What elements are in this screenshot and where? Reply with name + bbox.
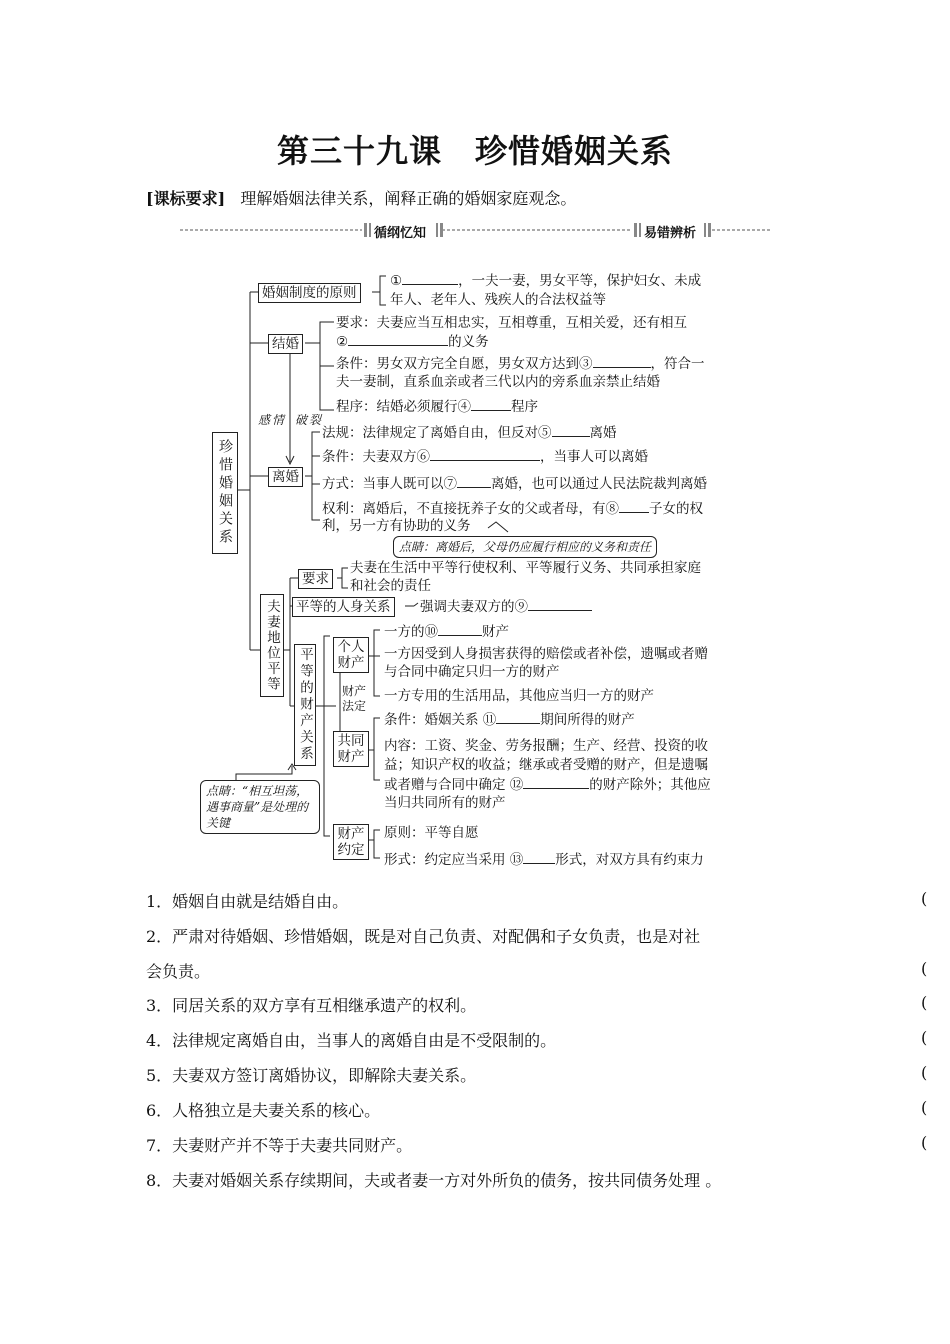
section-label-review: 循纲忆知 <box>374 226 427 241</box>
breakdown-char-2: 情 <box>272 413 285 427</box>
marriage-procedure: 程序：结婚必须履行④ 程序 <box>336 399 538 415</box>
marriage-req-line1: 要求：夫妻应当互相忠实，互相尊重，互相关爱，还有相互 <box>336 315 687 331</box>
question-6: 6．人格独立是夫妻关系的核心。 <box>146 1101 381 1120</box>
answer-paren-4: ( <box>921 1028 928 1047</box>
equality-tip: 点睛：“相互坦荡，遇事商量”是处理的关键 <box>200 780 320 834</box>
section-label-errors: 易错辨析 <box>644 226 697 241</box>
node-joint-property: 共同财产 <box>333 731 369 767</box>
divorce-condition: 条件：夫妻双方⑥ ，当事人可以离婚 <box>322 449 648 465</box>
joint-line4: 当归共同所有的财产 <box>384 795 506 811</box>
answer-paren-5: ( <box>921 1063 928 1082</box>
breakdown-char-3: 破 <box>295 413 308 427</box>
question-2: 2．严肃对待婚姻、珍惜婚姻，既是对自己负责、对配偶和子女负责，也是对社 <box>146 927 701 946</box>
principle-line2: 年人、老年人、残疾人的合法权益等 <box>390 292 606 308</box>
principle-line1: ① ，一夫一妻，男女平等，保护妇女、未成 <box>390 273 702 289</box>
personal-relation-text: 强调夫妻双方的⑨ <box>420 598 592 615</box>
question-7: 7．夫妻财产并不等于夫妻共同财产。 <box>146 1136 413 1155</box>
node-agreed-property: 财产约定 <box>333 824 369 860</box>
individual-line4: 一方专用的生活用品，其他应当归一方的财产 <box>384 688 654 704</box>
answer-paren-6: ( <box>921 1098 928 1117</box>
answer-paren-2: ( <box>921 959 928 978</box>
root-label: 珍惜婚姻关系 <box>217 439 233 547</box>
marriage-req-line2: ② 的义务 <box>336 334 489 350</box>
statutory-property-label: 财产法定 <box>342 684 367 713</box>
breakdown-char-1: 感 <box>258 413 271 427</box>
node-divorce: 离婚 <box>268 467 303 487</box>
node-personal-relation: 平等的人身关系 <box>292 597 395 617</box>
node-individual-property: 个人财产 <box>333 637 369 673</box>
individual-line2: 一方因受到人身损害获得的赔偿或者补偿，遗嘱或者赠 <box>384 646 708 662</box>
answer-paren-3: ( <box>921 993 928 1012</box>
joint-line3: 或者赠与合同中确定 ⑫ 的财产除外；其他应 <box>384 777 711 793</box>
answer-paren-1: ( <box>921 889 928 908</box>
joint-line1: 内容：工资、奖金、劳务报酬；生产、经营、投资的收 <box>384 738 708 754</box>
equality-label: 夫妻地位平等 <box>264 599 280 692</box>
requirement-text: 理解婚姻法律关系，阐释正确的婚姻家庭观念。 <box>240 189 577 208</box>
answer-paren-7: ( <box>921 1133 928 1152</box>
page-title: 第三十九课 珍惜婚姻关系 <box>276 132 673 170</box>
property-relation-label: 平等的财产关系 <box>297 647 313 763</box>
divorce-tip: 点睛：离婚后，父母仍应履行相应的义务和责任 <box>393 536 657 558</box>
question-4: 4．法律规定离婚自由，当事人的离婚自由是不受限制的。 <box>146 1031 557 1050</box>
question-2-continued: 会负责。 <box>146 962 211 981</box>
joint-line2: 益；知识产权的收益；继承或者受赠的财产，但是遗嘱 <box>384 757 708 773</box>
divorce-right-line1: 权利：离婚后，不直接抚养子女的父或者母，有⑧ 子女的权 <box>322 501 703 517</box>
marriage-cond-line1: 条件：男女双方完全自愿，男女双方达到③ ，符合一 <box>336 356 705 372</box>
agreed-principle: 原则：平等自愿 <box>384 825 479 841</box>
requirement-label: [课标要求] <box>146 189 226 208</box>
question-3: 3．同居关系的双方享有互相继承遗产的权利。 <box>146 996 477 1015</box>
question-1: 1．婚姻自由就是结婚自由。 <box>146 892 349 911</box>
divorce-law: 法规：法律规定了离婚自由，但反对⑤ 离婚 <box>322 425 617 441</box>
node-equality-requirement: 要求 <box>298 569 333 589</box>
joint-condition: 条件：婚姻关系 ⑪ 期间所得的财产 <box>384 712 635 728</box>
question-8: 8．夫妻对婚姻关系存续期间，夫或者妻一方对外所负的债务，按共同债务处理 。 <box>146 1171 722 1190</box>
node-principle: 婚姻制度的原则 <box>258 283 361 303</box>
equality-req-line2: 和社会的责任 <box>350 578 431 594</box>
node-marriage: 结婚 <box>268 334 303 354</box>
individual-line1: 一方的⑩ 财产 <box>384 624 509 640</box>
question-5: 5．夫妻双方签订离婚协议，即解除夫妻关系。 <box>146 1066 477 1085</box>
divorce-right-line2: 利，另一方有协助的义务 <box>322 518 471 534</box>
divorce-way: 方式：当事人既可以⑦ 离婚，也可以通过人民法院裁判离婚 <box>322 476 707 492</box>
breakdown-char-4: 裂 <box>309 413 322 427</box>
individual-line3: 与合同中确定只归一方的财产 <box>384 664 560 680</box>
agreed-form: 形式：约定应当采用 ⑬ 形式，对双方具有约束力 <box>384 852 704 868</box>
equality-req-line1: 夫妻在生活中平等行使权利、平等履行义务、共同承担家庭 <box>350 560 701 576</box>
marriage-cond-line2: 夫一妻制，直系血亲或者三代以内的旁系血亲禁止结婚 <box>336 374 660 390</box>
